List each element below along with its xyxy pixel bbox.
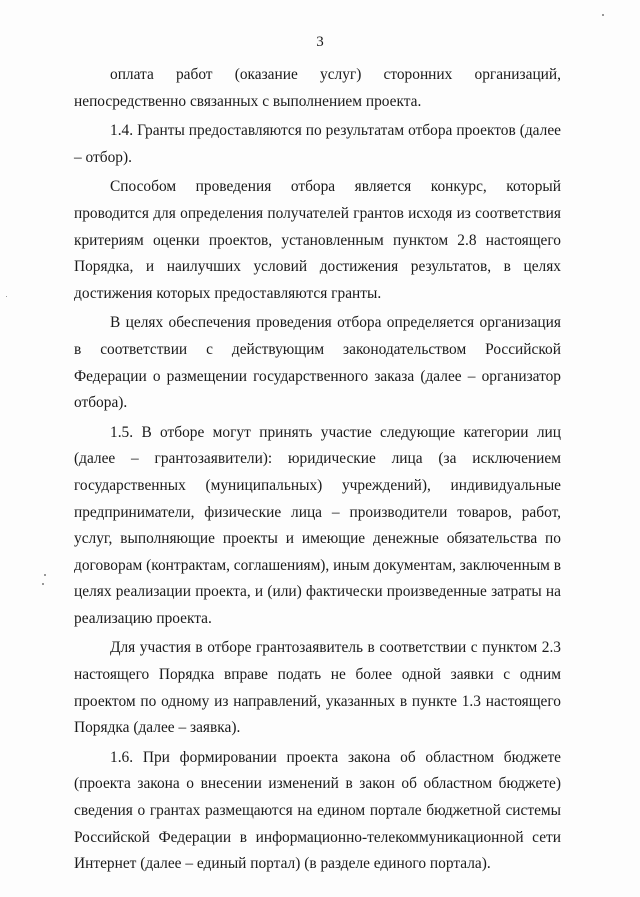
paragraph-1-4: 1.4. Гранты предоставляются по результатам отбора проектов (далее – отбор).	[74, 122, 561, 166]
page-number: 3	[316, 34, 324, 50]
paragraph-organizer: В целях обеспечения проведения отбора определяется организация в соответствии с действующим законодательством Российской Федерации о размещении государственного заказа (далее – организатор отбора).	[74, 314, 561, 412]
scan-speck	[602, 14, 604, 16]
scan-speck	[42, 583, 44, 585]
paragraph-payment-continuation: оплата работ (оказание услуг) сторонних организаций, непосредственно связанных с выполнением проекта.	[74, 66, 561, 110]
paragraph-participation: Для участия в отборе грантозаявитель в соответствии с пунктом 2.3 настоящего Порядка вправе подать не более одной заявки с одним проектом по одному из направлений, указанных в пункте 1.3 настоящего Порядка (далее – заявка).	[74, 639, 561, 737]
document-body	[74, 62, 561, 881]
paragraph-1-6: 1.6. При формировании проекта закона об областном бюджете (проекта закона о внесении изменений в закон об областном бюджете) сведения о грантах размещаются на едином портале бюджетной системы Российской Федерации в информационно-телекоммуникационной сети Интернет (далее – единый портал) (в разделе единого портала).	[74, 748, 561, 873]
scan-speck	[44, 574, 46, 576]
paragraph-selection-method: Способом проведения отбора является конкурс, который проводится для определения получателей грантов исходя из соответствия критериям оценки проектов, установленным пунктом 2.8 настоящего Порядка, и наилучших условий достижения результатов, в целях достижения которых предоставляются гранты.	[74, 178, 561, 302]
paragraph-1-5: 1.5. В отборе могут принять участие следующие категории лиц (далее – грантозаявители): юридические лица (за исключением государственных (муниципальных) учреждений), индивидуальные предприниматели, физические лица – производители товаров, работ, услуг, выполняющие проекты и имеющие денежные обязательства по договорам (контрактам, соглашениям), иным документам, заключенным в целях реализации проекта, и (или) фактически произведенные затраты на реализацию проекта.	[74, 423, 562, 627]
scan-speck	[6, 296, 7, 297]
